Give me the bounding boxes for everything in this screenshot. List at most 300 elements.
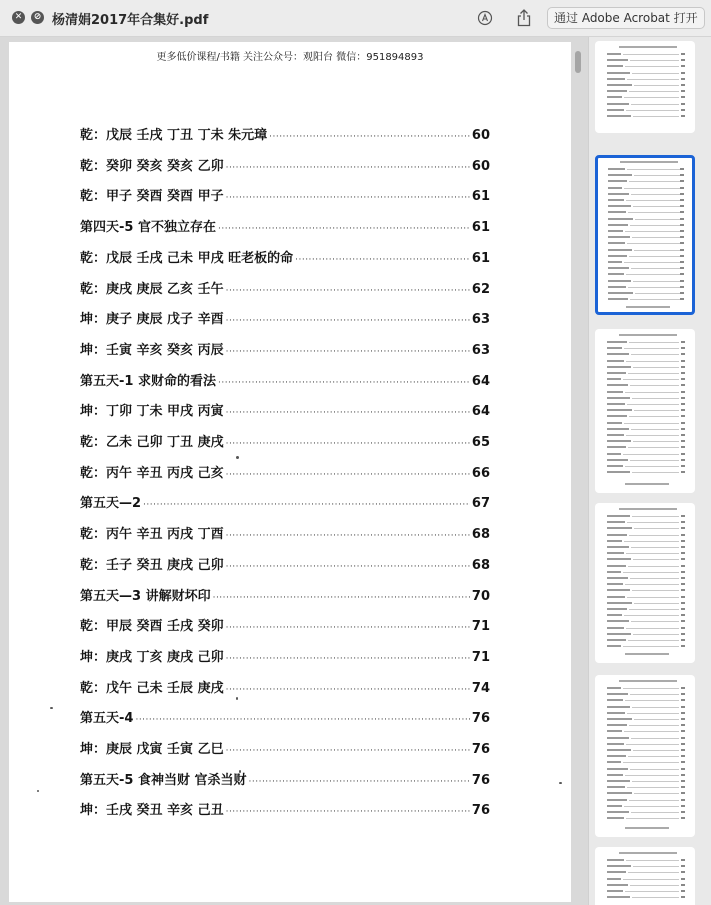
toc-entry-page: 76 (471, 742, 490, 757)
thumbnail-leader-line (623, 572, 679, 573)
thumbnail-text-line (607, 608, 627, 610)
thumbnail-header-line (619, 508, 677, 510)
thumbnail-text-line (608, 261, 622, 263)
thumbnail-page-number (681, 780, 685, 782)
thumbnail-text-line (607, 65, 623, 67)
page-thumbnail[interactable] (595, 155, 695, 315)
toc-leader-dots (226, 562, 470, 572)
toc-entry (80, 585, 490, 605)
toc-entry (80, 615, 490, 635)
thumbnail-page-number (681, 730, 685, 732)
thumbnail-text-line (607, 589, 630, 591)
thumbnail-text-line (607, 428, 629, 430)
thumbnail-leader-line (631, 429, 679, 430)
thumbnail-page-number (680, 298, 684, 300)
thumbnail-page-number (681, 896, 685, 898)
thumbnail-leader-line (628, 566, 679, 567)
thumbnail-leader-line (626, 744, 679, 745)
thumbnail-text-line (607, 730, 622, 732)
thumbnail-text-line (607, 706, 630, 708)
thumbnail-leader-line (630, 460, 679, 461)
thumbnail-text-line (608, 267, 629, 269)
thumbnail-text-line (607, 792, 632, 794)
thumbnail-text-line (607, 774, 623, 776)
toc-entry-title: 坤：庚子 庚辰 戊子 辛酉 (80, 312, 224, 328)
thumbnail-text-line (607, 353, 629, 355)
toc-entry-page: 60 (471, 128, 490, 143)
thumbnail-leader-line (632, 516, 679, 517)
page-thumbnail[interactable] (595, 503, 695, 663)
thumbnail-leader-line (634, 719, 679, 720)
thumbnail-page-number (681, 552, 685, 554)
thumbnail-page-number (681, 72, 685, 74)
thumbnail-page-number (680, 205, 684, 207)
thumbnail-page-number (681, 871, 685, 873)
toc-entry-page: 71 (471, 649, 490, 665)
toc-entry-page: 61 (471, 250, 490, 266)
thumbnail-leader-line (623, 879, 679, 880)
thumbnail-text-line (607, 871, 626, 873)
scan-speck (559, 782, 562, 784)
thumbnail-leader-line (629, 416, 679, 417)
toc-leader-dots (135, 715, 469, 725)
toc-entry-page: 61 (471, 220, 490, 236)
thumbnail-leader-line (629, 91, 679, 92)
thumbnail-leader-line (632, 781, 679, 782)
thumbnail-text-line (607, 465, 623, 467)
thumbnail-page-number (681, 743, 685, 745)
thumbnail-leader-line (627, 597, 679, 598)
toc-entry-title: 坤：壬寅 辛亥 癸亥 丙辰 (80, 342, 224, 358)
toc-entry-title: 坤：庚辰 戊寅 壬寅 乙巳 (80, 742, 224, 757)
thumbnail-page-number (681, 378, 685, 380)
thumbnail-page-number (681, 515, 685, 517)
thumbnail-text-line (607, 577, 628, 579)
thumbnail-leader-line (625, 891, 679, 892)
thumbnail-text-line (607, 384, 628, 386)
scrollbar-thumb[interactable] (575, 51, 581, 73)
thumbnail-page-number (681, 817, 685, 819)
thumbnail-leader-line (624, 806, 679, 807)
toc-entry-title: 乾：丙午 辛丑 丙戌 己亥 (80, 465, 224, 481)
thumbnail-page-number (680, 224, 684, 226)
thumbnail-page-number (681, 546, 685, 548)
toc-entry-title: 第四天-5 官不独立存在 (80, 220, 216, 236)
toc-entry-page: 64 (471, 373, 490, 389)
thumbnail-text-line (608, 174, 632, 176)
thumbnail-text-line (607, 896, 630, 898)
thumbnail-text-line (607, 859, 624, 861)
toc-entry-title: 乾：甲子 癸酉 癸酉 甲子 (80, 189, 224, 205)
thumbnail-text-line (607, 737, 629, 739)
thumbnail-footer-line (625, 483, 669, 485)
toc-entry-title: 乾：甲辰 癸酉 壬戌 癸卯 (80, 619, 224, 635)
thumbnail-text-line (607, 571, 621, 573)
thumbnail-text-line (608, 236, 630, 238)
thumbnail-page-number (680, 187, 684, 189)
thumbnail-text-line (607, 391, 623, 393)
stop-icon[interactable]: ⊘ (31, 11, 44, 24)
thumbnail-page-number (681, 737, 685, 739)
thumbnail-page-number (681, 583, 685, 585)
window-title: 杨清娟2017年合集好.pdf (52, 13, 209, 28)
thumbnail-text-line (607, 372, 626, 374)
toc-entry (80, 492, 490, 512)
share-icon[interactable] (515, 9, 533, 27)
markup-icon[interactable] (476, 9, 494, 27)
toc-leader-dots (226, 439, 470, 449)
toc-entry-page: 68 (471, 557, 490, 573)
toc-entry-title: 乾：戊午 己未 壬辰 庚戌 (80, 680, 224, 696)
thumbnail-page-number (681, 645, 685, 647)
thumbnail-text-line (607, 633, 631, 635)
toc-leader-dots (226, 193, 470, 203)
toc-entry (80, 738, 490, 758)
thumbnail-page-number (681, 596, 685, 598)
thumbnail-leader-line (630, 385, 679, 386)
toc-entry (80, 523, 490, 543)
thumbnail-text-line (607, 471, 630, 473)
thumbnail-page-number (681, 453, 685, 455)
toc-entry-page: 74 (471, 680, 490, 696)
thumbnail-leader-line (633, 750, 679, 751)
thumbnail-text-line (607, 552, 624, 554)
thumbnail-page-number (681, 558, 685, 560)
thumbnail-text-line (608, 255, 627, 257)
thumbnail-text-line (607, 558, 631, 560)
thumbnail-text-line (607, 409, 632, 411)
thumbnail-page-number (681, 372, 685, 374)
thumbnail-text-line (607, 718, 632, 720)
thumbnail-text-line (608, 187, 622, 189)
document-scrollbar[interactable] (571, 45, 584, 901)
thumbnail-page-number (681, 446, 685, 448)
toc-leader-dots (213, 593, 470, 603)
thumbnail-page-number (680, 218, 684, 220)
toc-leader-dots (226, 286, 470, 296)
thumbnail-page-number (681, 577, 685, 579)
thumbnail-page-number (681, 792, 685, 794)
thumbnail-leader-line (630, 578, 679, 579)
toc-entry-page: 70 (471, 588, 490, 604)
thumbnail-page-number (681, 534, 685, 536)
toc-entry-title: 乾：乙未 己卯 丁丑 庚戌 (80, 435, 224, 450)
toc-entry-page: 65 (471, 435, 490, 450)
thumbnail-leader-line (629, 181, 680, 182)
thumbnail-leader-line (626, 200, 680, 201)
thumbnail-text-line (608, 249, 632, 251)
toc-leader-dots (226, 408, 470, 418)
thumbnail-page-number (681, 84, 685, 86)
thumbnail-text-line (607, 755, 626, 757)
toc-entry-page: 64 (471, 404, 490, 420)
thumbnail-leader-line (626, 274, 680, 275)
thumbnail-text-line (607, 527, 632, 529)
thumbnail-page-number (680, 193, 684, 195)
thumbnail-leader-line (628, 640, 679, 641)
thumbnail-leader-line (630, 299, 680, 300)
thumbnail-text-line (607, 602, 632, 604)
thumbnail-page-number (681, 434, 685, 436)
thumbnail-leader-line (631, 621, 679, 622)
scan-speck (50, 707, 53, 709)
thumbnail-leader-line (624, 423, 679, 424)
thumbnail-leader-line (633, 441, 679, 442)
thumbnail-text-line (607, 415, 627, 417)
thumbnail-text-line (607, 865, 631, 867)
thumbnail-leader-line (635, 219, 680, 220)
thumbnail-page-number (681, 878, 685, 880)
thumbnail-leader-line (628, 756, 679, 757)
thumbnail-leader-line (627, 79, 679, 80)
thumbnail-leader-line (628, 287, 680, 288)
thumbnail-page-number (681, 384, 685, 386)
toc-entry-page: 68 (471, 527, 490, 543)
thumbnail-page-number (681, 602, 685, 604)
toc-leader-dots (295, 255, 470, 265)
thumbnail-leader-line (625, 700, 679, 701)
thumbnail-header-line (619, 334, 677, 336)
thumbnail-leader-line (634, 410, 679, 411)
thumbnail-page-number (680, 199, 684, 201)
thumbnail-leader-line (634, 85, 679, 86)
pdf-page (9, 42, 571, 902)
thumbnail-leader-line (631, 194, 680, 195)
thumbnail-text-line (608, 298, 628, 300)
toc-entry-page: 76 (471, 803, 490, 819)
toc-entry (80, 646, 490, 666)
thumbnail-leader-line (626, 860, 679, 861)
thumbnail-page-number (680, 292, 684, 294)
thumbnail-page-number (681, 712, 685, 714)
thumbnail-page-number (681, 639, 685, 641)
thumbnail-text-line (607, 546, 629, 548)
thumbnail-leader-line (629, 725, 679, 726)
thumbnail-leader-line (624, 348, 679, 349)
thumbnail-leader-line (624, 262, 680, 263)
toc-leader-dots (226, 316, 470, 326)
thumbnail-text-line (607, 627, 624, 629)
toc-leader-dots (226, 623, 470, 633)
thumbnail-leader-line (630, 225, 680, 226)
thumbnail-page-number (680, 168, 684, 170)
thumbnail-leader-line (633, 206, 680, 207)
thumbnail-text-line (608, 218, 633, 220)
thumbnail-text-line (607, 768, 628, 770)
toc-entry-title: 乾：丙午 辛丑 丙戌 丁酉 (80, 527, 224, 543)
thumbnail-leader-line (632, 472, 679, 473)
toc-entry (80, 124, 490, 144)
thumbnail-leader-line (624, 731, 679, 732)
thumbnail-leader-line (625, 231, 680, 232)
toc-leader-dots (218, 378, 470, 388)
thumbnail-leader-line (627, 169, 680, 170)
thumbnail-sidebar[interactable] (588, 37, 711, 905)
thumbnail-page-number (681, 620, 685, 622)
thumbnail-page-number (680, 261, 684, 263)
thumbnail-text-line (607, 453, 621, 455)
thumbnail-page-number (681, 96, 685, 98)
thumbnail-page-number (681, 755, 685, 757)
thumbnail-text-line (607, 53, 621, 55)
thumbnail-page-number (680, 280, 684, 282)
thumbnail-leader-line (628, 212, 680, 213)
thumbnail-text-line (607, 890, 623, 892)
toc-entry (80, 339, 490, 359)
thumbnail-leader-line (629, 342, 679, 343)
thumbnail-page-number (681, 884, 685, 886)
thumbnail-leader-line (631, 268, 680, 269)
thumbnail-leader-line (625, 392, 679, 393)
thumbnail-page-number (681, 890, 685, 892)
toc-entry-title: 乾：戊辰 壬戌 丁丑 丁未 朱元璋 (80, 128, 268, 143)
thumbnail-page-number (681, 115, 685, 117)
thumbnail-leader-line (625, 584, 679, 585)
thumbnail-leader-line (624, 615, 679, 616)
thumbnail-page-number (681, 59, 685, 61)
toc-entry-page: 66 (471, 465, 490, 481)
thumbnail-footer-line (625, 827, 669, 829)
page-thumbnail[interactable] (595, 41, 695, 133)
toc-leader-dots (226, 470, 470, 480)
thumbnail-text-line (608, 193, 629, 195)
close-icon[interactable]: ✕ (12, 11, 25, 24)
thumbnail-leader-line (634, 175, 680, 176)
thumbnail-page-number (681, 865, 685, 867)
toc-entry (80, 769, 490, 789)
thumbnail-leader-line (633, 367, 679, 368)
thumbnail-leader-line (626, 553, 679, 554)
thumbnail-text-line (607, 799, 627, 801)
thumbnail-leader-line (633, 634, 679, 635)
thumbnail-leader-line (632, 590, 679, 591)
thumbnail-page-number (681, 347, 685, 349)
toc-entry (80, 216, 490, 236)
toc-entry-title: 乾：戊辰 壬戌 己未 甲戌 旺老板的命 (80, 250, 294, 266)
thumbnail-leader-line (632, 707, 679, 708)
thumbnail-text-line (607, 749, 631, 751)
thumbnail-page-number (681, 465, 685, 467)
thumbnail-page-number (681, 805, 685, 807)
thumbnail-page-number (681, 409, 685, 411)
thumbnail-page-number (681, 341, 685, 343)
page-thumbnail[interactable] (595, 329, 695, 493)
thumbnail-leader-line (633, 866, 679, 867)
page-thumbnail[interactable] (595, 847, 695, 905)
thumbnail-leader-line (631, 738, 679, 739)
thumbnail-leader-line (633, 281, 680, 282)
thumbnail-leader-line (623, 646, 679, 647)
thumbnail-text-line (607, 743, 624, 745)
thumbnail-leader-line (633, 559, 679, 560)
thumbnail-page-number (681, 633, 685, 635)
thumbnail-page-number (681, 811, 685, 813)
thumbnail-page-number (681, 459, 685, 461)
thumbnail-text-line (607, 403, 625, 405)
toc-entry (80, 370, 490, 390)
thumbnail-leader-line (630, 60, 679, 61)
thumbnail-text-line (607, 712, 625, 714)
toc-leader-dots (226, 163, 470, 173)
thumbnail-page-number (681, 565, 685, 567)
thumbnail-leader-line (634, 793, 679, 794)
thumbnail-leader-line (624, 541, 679, 542)
thumbnail-page-number (681, 391, 685, 393)
thumbnail-page-number (681, 749, 685, 751)
toc-entry-page: 63 (471, 312, 490, 328)
toc-entry-page: 67 (471, 496, 490, 512)
thumbnail-text-line (607, 90, 627, 92)
thumbnail-text-line (607, 347, 622, 349)
thumbnail-leader-line (623, 688, 679, 689)
thumbnail-leader-line (631, 812, 679, 813)
page-thumbnail[interactable] (595, 675, 695, 837)
thumbnail-leader-line (632, 398, 679, 399)
thumbnail-leader-line (623, 54, 679, 55)
thumbnail-leader-line (628, 373, 679, 374)
thumbnail-header-line (619, 680, 677, 682)
thumbnail-page-number (680, 174, 684, 176)
thumbnail-text-line (607, 620, 629, 622)
thumbnail-text-line (607, 805, 622, 807)
thumbnail-leader-line (628, 872, 679, 873)
thumbnail-text-line (607, 115, 631, 117)
open-in-acrobat-button[interactable]: 通过 Adobe Acrobat 打开 (547, 7, 705, 29)
thumbnail-leader-line (627, 787, 679, 788)
thumbnail-page-number (681, 706, 685, 708)
thumbnail-leader-line (626, 110, 679, 111)
toc-entry-page: 76 (471, 711, 490, 727)
thumbnail-page-number (680, 180, 684, 182)
toc-entry (80, 400, 490, 420)
thumbnail-text-line (607, 693, 628, 695)
thumbnail-page-number (681, 718, 685, 720)
document-view[interactable] (0, 37, 588, 905)
thumbnail-page-number (681, 440, 685, 442)
thumbnail-text-line (607, 341, 627, 343)
thumbnail-page-number (681, 627, 685, 629)
thumbnail-leader-line (633, 116, 679, 117)
thumbnail-page-number (681, 571, 685, 573)
thumbnail-text-line (607, 540, 622, 542)
thumbnail-text-line (608, 205, 631, 207)
toc-leader-dots (143, 500, 470, 510)
thumbnail-leader-line (629, 609, 679, 610)
thumbnail-leader-line (630, 885, 679, 886)
thumbnail-text-line (608, 180, 627, 182)
thumbnail-text-line (608, 224, 628, 226)
toc-entry-title: 第五天—2 (80, 496, 142, 512)
thumbnail-page-number (681, 90, 685, 92)
toc-entry-title: 乾：癸卯 癸亥 癸亥 乙卯 (80, 158, 224, 174)
thumbnail-text-line (607, 446, 626, 448)
thumbnail-leader-line (625, 66, 679, 67)
toc-entry-title: 第五天-5 食神当财 官杀当财 (80, 772, 247, 788)
thumbnail-page-number (681, 360, 685, 362)
thumbnail-page-number (680, 230, 684, 232)
thumbnail-leader-line (627, 713, 679, 714)
thumbnail-text-line (607, 565, 626, 567)
thumbnail-text-line (607, 109, 624, 111)
thumbnail-page-number (680, 211, 684, 213)
thumbnail-page-number (681, 589, 685, 591)
toc-entry-title: 坤：丁卯 丁未 甲戌 丙寅 (80, 404, 224, 420)
thumbnail-text-line (607, 440, 631, 442)
toc-leader-dots (218, 224, 470, 234)
thumbnail-page-number (680, 267, 684, 269)
scan-speck (236, 456, 239, 459)
thumbnail-page-number (681, 761, 685, 763)
